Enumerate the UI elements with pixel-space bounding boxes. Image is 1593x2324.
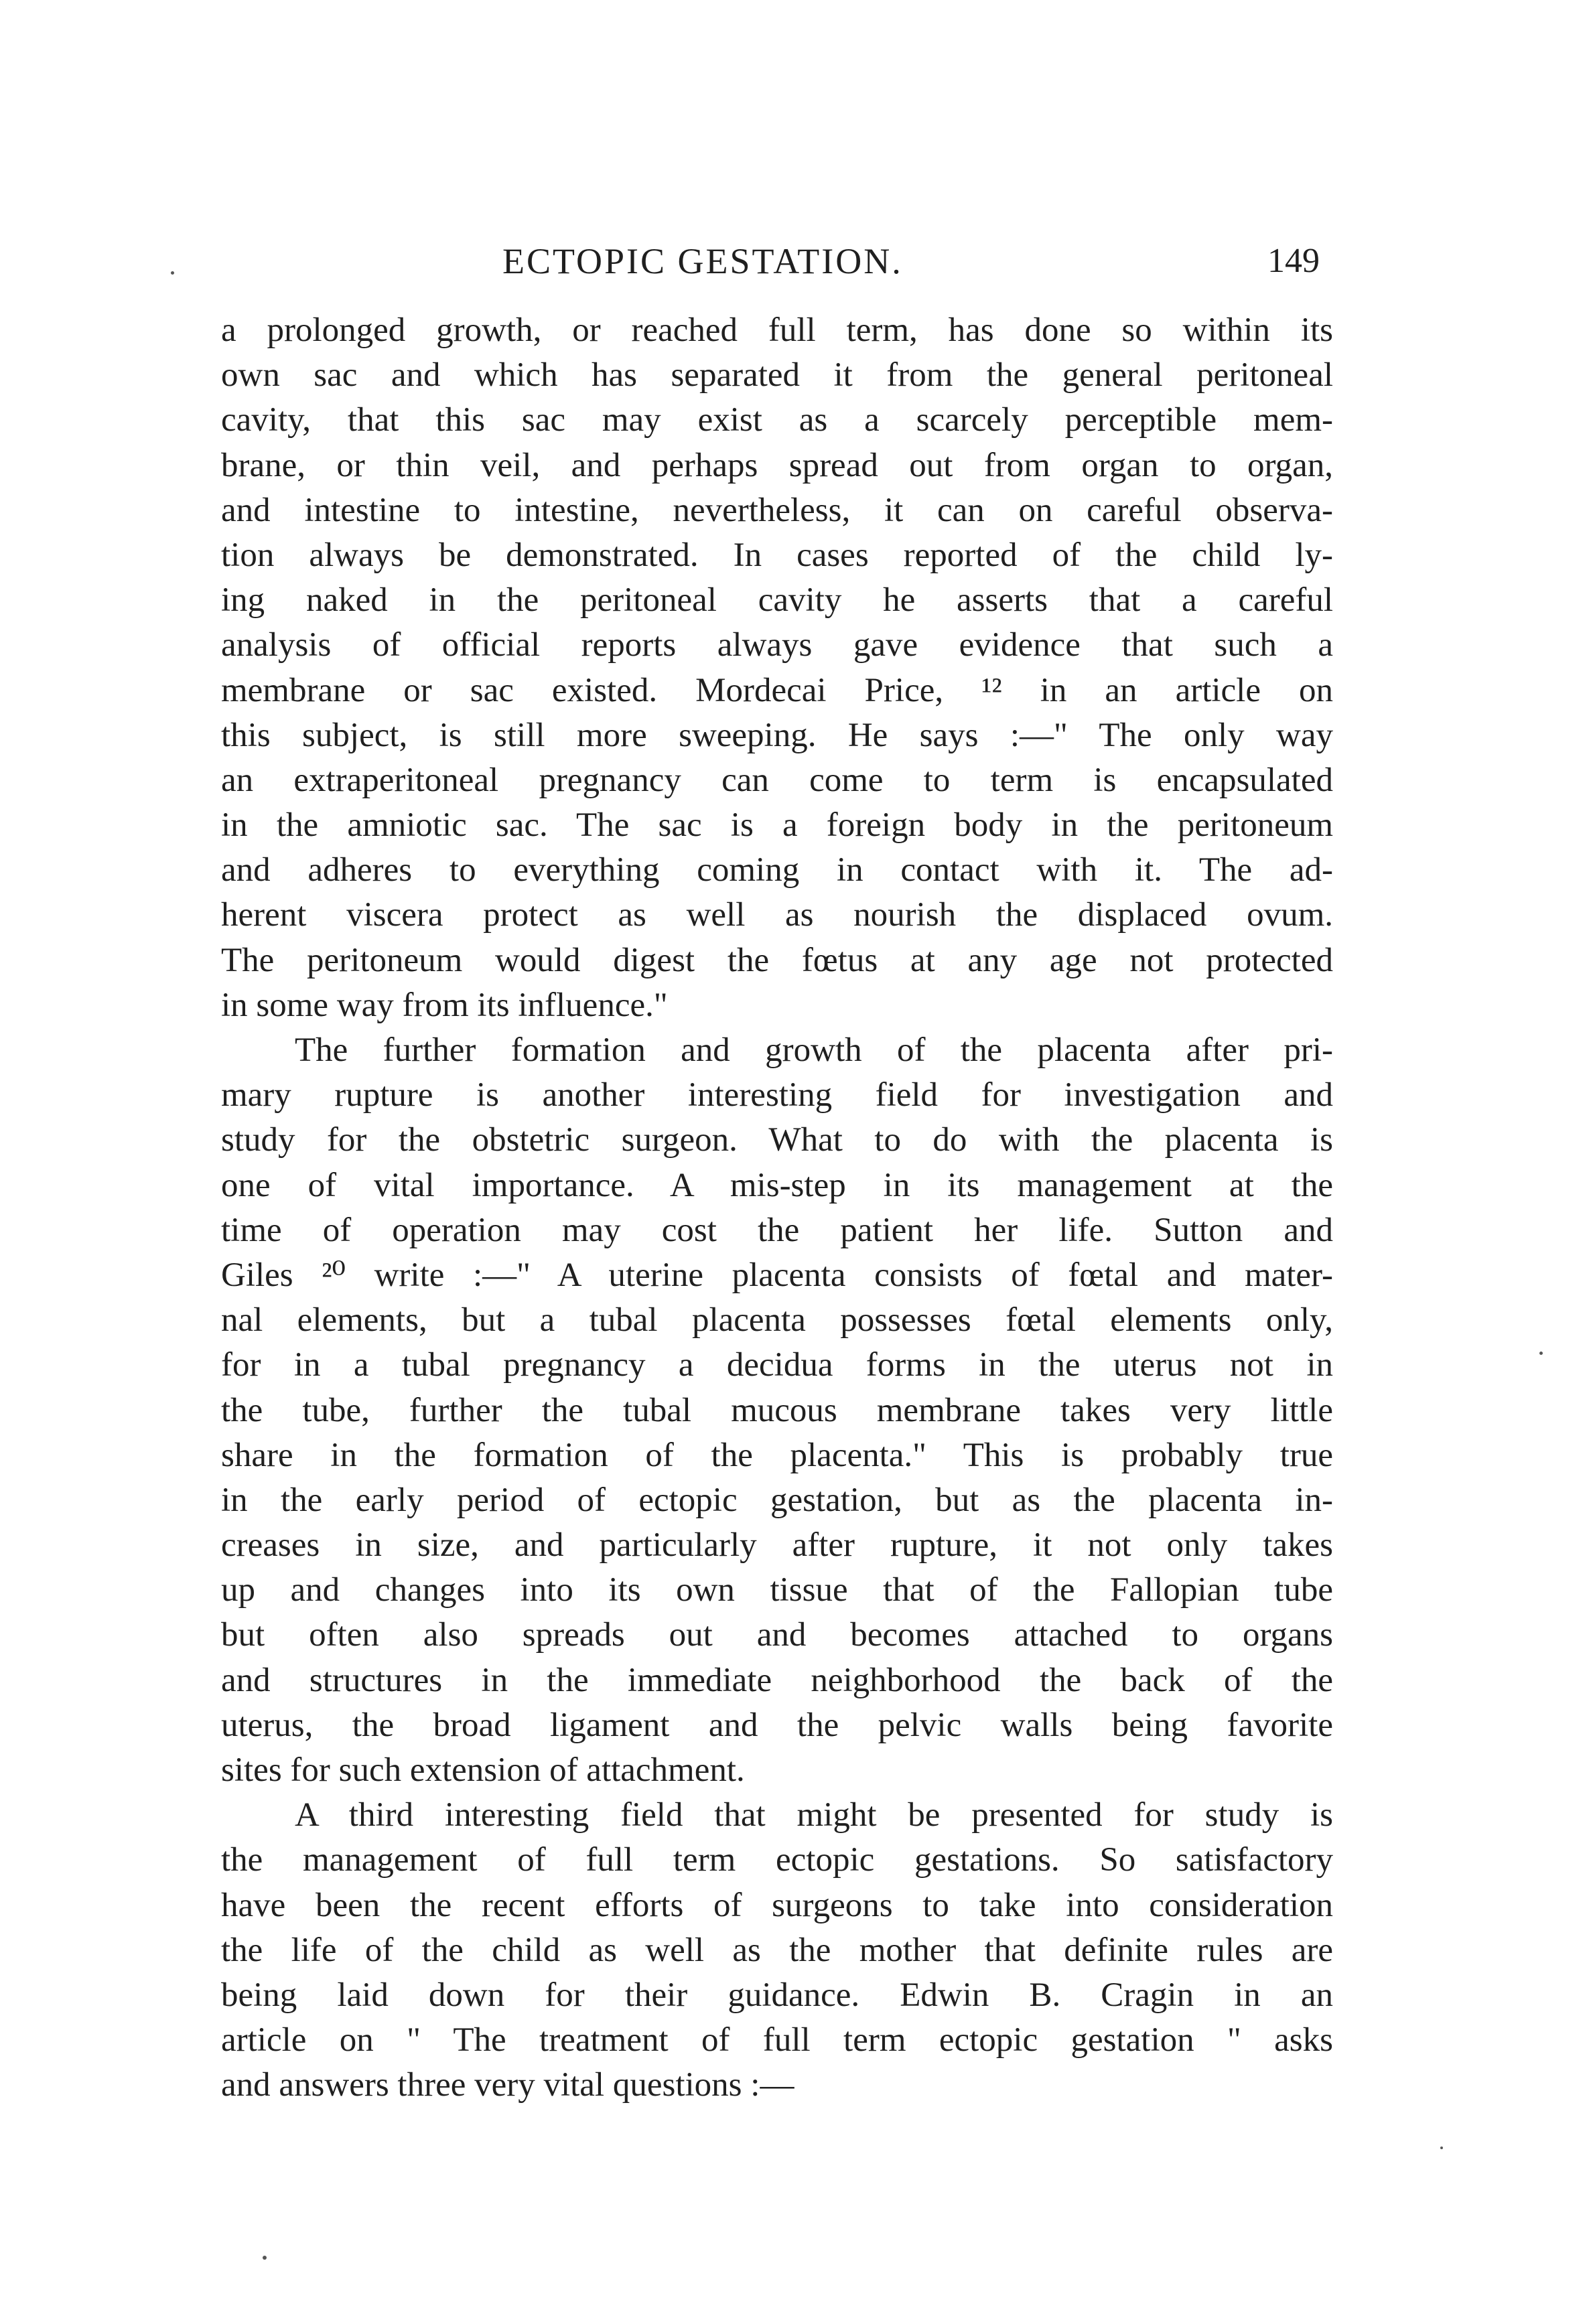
text-line: analysis of official reports always gave evidence that such a	[221, 626, 1333, 664]
text-line: A third interesting field that might be presented for study is	[295, 1796, 1333, 1834]
running-title: ECTOPIC GESTATION.	[502, 241, 903, 281]
text-line: being laid down for their guidance. Edwin B. Cragin in an	[221, 1976, 1333, 2014]
text-line: uterus, the broad ligament and the pelvic walls being favorite	[221, 1706, 1333, 1744]
paragraph-1	[221, 308, 1333, 1028]
text-line: an extraperitoneal pregnancy can come to term is encapsulated	[221, 761, 1333, 799]
text-line: membrane or sac existed. Mordecai Price, ¹² in an article on	[221, 671, 1333, 709]
text-line: own sac and which has separated it from the general peritoneal	[221, 356, 1333, 394]
text-line: in the early period of ectopic gestation, but as the placenta in-	[221, 1481, 1333, 1519]
text-line: creases in size, and particularly after rupture, it not only takes	[221, 1526, 1333, 1565]
text-line: study for the obstetric surgeon. What to do with the placenta is	[221, 1121, 1333, 1159]
text-line: and adheres to everything coming in contact with it. The ad-	[221, 851, 1333, 889]
text-line: article on " The treatment of full term ectopic gestation " asks	[221, 2021, 1333, 2059]
scan-speck	[171, 271, 174, 275]
text-line: the management of full term ectopic gestations. So satisfactory	[221, 1841, 1333, 1879]
text-line: for in a tubal pregnancy a decidua forms in the uterus not in	[221, 1346, 1333, 1384]
text-line: the tube, further the tubal mucous membrane takes very little	[221, 1391, 1333, 1429]
text-line: The further formation and growth of the placenta after pri-	[295, 1031, 1333, 1069]
text-line: brane, or thin veil, and perhaps spread out from organ to organ,	[221, 446, 1333, 484]
body-text	[221, 308, 1333, 2108]
text-line: tion always be demonstrated. In cases reported of the child ly-	[221, 536, 1333, 574]
page-number: 149	[1267, 242, 1320, 280]
text-line: and intestine to intestine, nevertheless, it can on careful observa-	[221, 491, 1333, 529]
text-line: Giles ²⁰ write :—" A uterine placenta consists of fœtal and mater-	[221, 1256, 1333, 1294]
text-line: but often also spreads out and becomes attached to organs	[221, 1616, 1333, 1654]
text-line: the life of the child as well as the mother that definite rules are	[221, 1931, 1333, 1969]
text-line: ing naked in the peritoneal cavity he asserts that a careful	[221, 581, 1333, 620]
text-line: in the amniotic sac. The sac is a foreign body in the peritoneum	[221, 806, 1333, 845]
text-line: this subject, is still more sweeping. He says :—" The only way	[221, 716, 1333, 754]
text-line: mary rupture is another interesting field for investigation and	[221, 1076, 1333, 1114]
text-line: time of operation may cost the patient her life. Sutton and	[221, 1211, 1333, 1249]
scan-speck	[263, 2256, 267, 2260]
text-line: The peritoneum would digest the fœtus at any age not protected	[221, 941, 1333, 979]
running-head	[221, 234, 1333, 288]
scan-speck	[1440, 2147, 1443, 2149]
text-line: in some way from its influence."	[221, 986, 668, 1024]
text-line: nal elements, but a tubal placenta possesses fœtal elements only,	[221, 1301, 1333, 1339]
scan-speck	[1539, 1352, 1543, 1355]
text-line: up and changes into its own tissue that of the Fallopian tube	[221, 1571, 1333, 1609]
text-line: have been the recent efforts of surgeons to take into consideration	[221, 1886, 1333, 1924]
text-line: a prolonged growth, or reached full term, has done so within its	[221, 311, 1333, 349]
paragraph-3	[221, 1793, 1333, 2108]
text-line: and answers three very vital questions :—	[221, 2066, 794, 2104]
paragraph-2	[221, 1028, 1333, 1793]
text-line: cavity, that this sac may exist as a scarcely perceptible mem-	[221, 401, 1333, 439]
text-line: and structures in the immediate neighborhood the back of the	[221, 1661, 1333, 1699]
text-line: share in the formation of the placenta." This is probably true	[221, 1436, 1333, 1474]
text-line: one of vital importance. A mis-step in its management at the	[221, 1166, 1333, 1204]
text-line: sites for such extension of attachment.	[221, 1751, 745, 1789]
text-line: herent viscera protect as well as nourish the displaced ovum.	[221, 896, 1333, 934]
